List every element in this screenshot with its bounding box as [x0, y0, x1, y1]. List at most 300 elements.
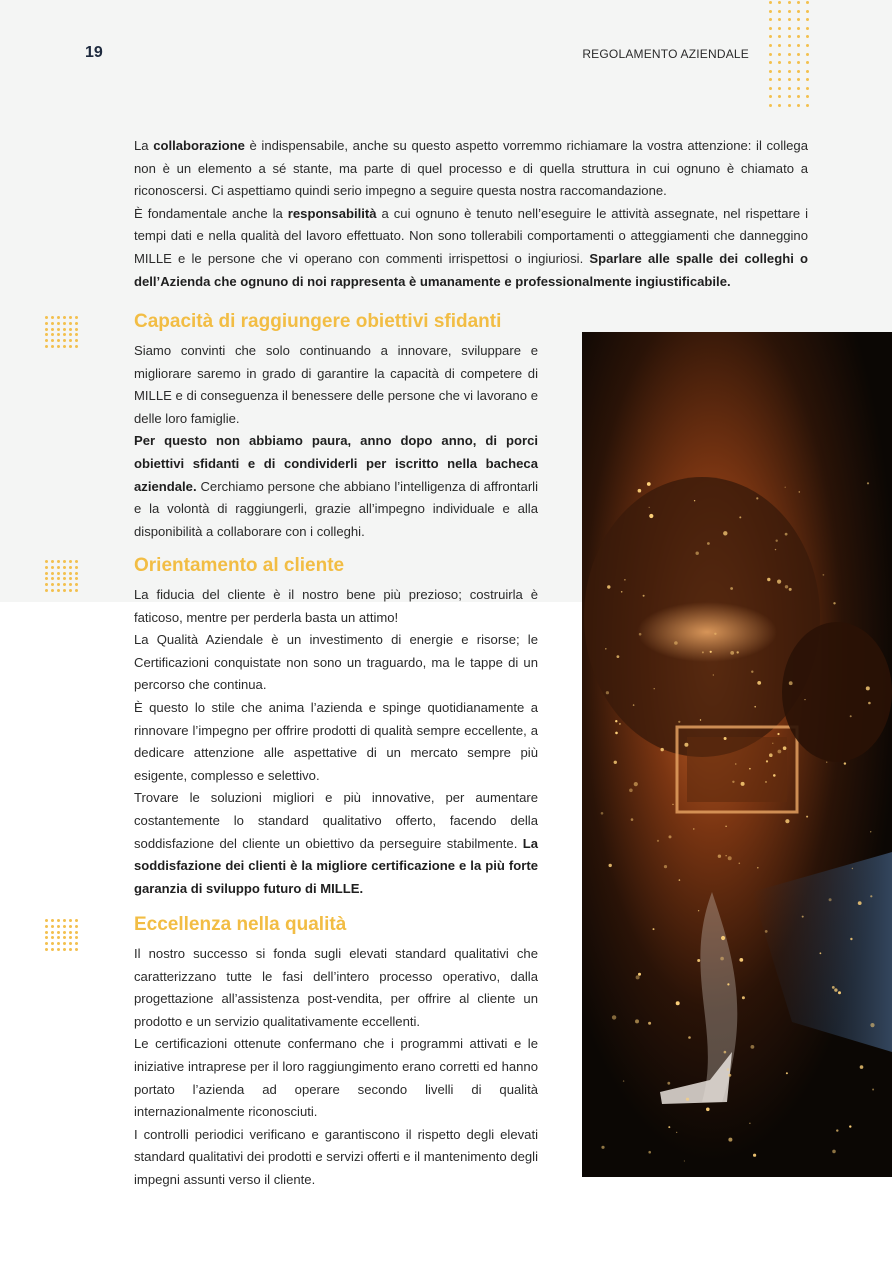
spark — [724, 737, 727, 740]
spark — [720, 957, 724, 961]
dot — [69, 589, 72, 592]
spark — [696, 552, 699, 555]
dot — [63, 339, 66, 342]
spark — [698, 910, 699, 911]
spark — [789, 681, 793, 685]
spark — [773, 774, 776, 777]
dot — [51, 566, 54, 569]
dot — [797, 1, 800, 4]
welder-glove — [782, 622, 892, 762]
spark — [657, 840, 659, 842]
dot — [51, 919, 54, 922]
spark — [672, 804, 673, 805]
spark — [679, 879, 681, 881]
section-paragraph: Le certificazioni ottenute confermano che i programmi attivati e le iniziative intraprese per il loro raggiungimento erano corretti ed hanno portato l’azienda ad operare secondo livelli di qualità internazionalmente riconosciuti. — [134, 1036, 538, 1120]
dot — [45, 919, 48, 922]
spark — [789, 588, 792, 591]
dot — [75, 333, 78, 336]
spark — [601, 1146, 604, 1149]
dot — [45, 322, 48, 325]
dot — [806, 44, 809, 47]
dot — [797, 61, 800, 64]
dot — [63, 572, 66, 575]
dot — [51, 339, 54, 342]
dot — [769, 53, 772, 56]
spark — [643, 595, 645, 597]
dot — [63, 589, 66, 592]
spark — [751, 1045, 755, 1049]
dot — [45, 577, 48, 580]
section-dot-pattern-3 — [45, 919, 78, 951]
dot — [806, 1, 809, 4]
spark — [765, 930, 768, 933]
spark — [702, 651, 704, 653]
dot — [788, 87, 791, 90]
spark — [629, 789, 633, 793]
spark — [638, 973, 641, 976]
spark — [858, 901, 862, 905]
dot — [778, 27, 781, 30]
dot — [63, 322, 66, 325]
spark — [820, 952, 822, 954]
spark — [649, 514, 653, 518]
spark — [730, 587, 733, 590]
section-quality — [134, 913, 538, 1192]
spark — [619, 723, 621, 725]
dot — [63, 560, 66, 563]
spark — [757, 867, 759, 869]
dot — [788, 70, 791, 73]
dot — [63, 328, 66, 331]
spark — [684, 1160, 685, 1161]
spark — [724, 1051, 727, 1054]
dot — [57, 577, 60, 580]
spark — [615, 732, 618, 735]
dot — [69, 566, 72, 569]
dot — [75, 583, 78, 586]
dot — [75, 328, 78, 331]
dot — [45, 333, 48, 336]
spark — [832, 986, 835, 989]
dot — [69, 577, 72, 580]
dot — [69, 942, 72, 945]
dot — [806, 18, 809, 21]
spark — [721, 936, 725, 940]
intro-paragraph-1: La collaborazione è indispensabile, anche su questo aspetto vorremmo richiamare la vostra attenzione: il collega non è un elemento a sé stante, ma parte di quel processo e di quella struttura in cui ognuno è chiamato a riconoscersi. Ci aspettiamo quindi serio impegno a seguire questa nostra raccomandazione. — [134, 138, 808, 199]
dot — [75, 919, 78, 922]
dot — [63, 931, 66, 934]
spark — [664, 865, 667, 868]
dot — [806, 87, 809, 90]
dot — [57, 925, 60, 928]
dot — [57, 572, 60, 575]
section-paragraph: Per questo non abbiamo paura, anno dopo anno, di porci obiettivi sfidanti e di condividerli per iscritto nella bacheca aziendale. Cerchiamo persone che abbiano l’intelligenza di affrontarli e la volontà di raggiungerli, grazie all’impegno individuale e alla disponibilità a collaborare con i colleghi. — [134, 433, 538, 539]
dot — [788, 78, 791, 81]
spark — [751, 671, 753, 673]
dot — [778, 104, 781, 107]
spark — [767, 578, 770, 581]
dot — [45, 339, 48, 342]
intro-paragraph-2: È fondamentale anche la responsabilità a cui ognuno è tenuto nell’eseguire le attività assegnate, nel rispettare i tempi dati e nella qualità del lavoro effettuato. Non sono tollerabili comportamenti o atteggiamenti che danneggino MILLE e le persone che vi operano con commenti irrispettosi o ingiuriosi. Sparlare alle spalle dei colleghi o dell’Azienda che ognuno di noi rappresenta è umanamente e professionalmente ingiustificabile. — [134, 205, 809, 289]
dot — [57, 919, 60, 922]
dot — [45, 942, 48, 945]
dot — [797, 35, 800, 38]
dot — [778, 70, 781, 73]
dot — [769, 95, 772, 98]
dot — [778, 78, 781, 81]
dot — [788, 10, 791, 13]
dot — [75, 572, 78, 575]
header-dot-pattern — [769, 1, 809, 107]
dot — [797, 95, 800, 98]
dot — [57, 942, 60, 945]
spark — [617, 655, 620, 658]
spark — [860, 1065, 864, 1069]
dot — [69, 925, 72, 928]
dot — [57, 931, 60, 934]
spark — [710, 651, 712, 653]
dot — [769, 78, 772, 81]
spark — [836, 1129, 838, 1131]
dot — [769, 1, 772, 4]
dot — [69, 328, 72, 331]
dot — [63, 333, 66, 336]
dot — [788, 53, 791, 56]
spark — [612, 1015, 616, 1019]
dot — [45, 572, 48, 575]
spark — [668, 1126, 670, 1128]
spark — [776, 540, 778, 542]
spark — [756, 497, 758, 499]
spark — [833, 602, 835, 604]
dot — [778, 95, 781, 98]
dot — [63, 577, 66, 580]
spark — [614, 761, 617, 764]
dot — [778, 1, 781, 4]
dot — [797, 10, 800, 13]
spark — [605, 648, 607, 650]
dot — [51, 316, 54, 319]
spark — [870, 831, 871, 832]
dot — [75, 589, 78, 592]
spark — [832, 1150, 836, 1154]
dot — [769, 104, 772, 107]
spark — [806, 816, 808, 818]
spark — [607, 585, 610, 588]
spark — [769, 753, 773, 757]
spark — [757, 681, 761, 685]
dot — [797, 44, 800, 47]
spark — [676, 1132, 677, 1133]
spark — [649, 507, 650, 508]
dot — [769, 44, 772, 47]
dot — [63, 316, 66, 319]
spark — [732, 781, 734, 783]
dot — [45, 583, 48, 586]
spark — [765, 781, 766, 782]
spark — [624, 579, 626, 581]
dot — [57, 316, 60, 319]
dot — [69, 583, 72, 586]
spark — [621, 591, 623, 593]
dot — [45, 560, 48, 563]
spark — [785, 819, 789, 823]
section-paragraph: I controlli periodici verificano e garantiscono il rispetto degli elevati standard qualitativi dei prodotti e servizi offerti e il mantenimento degli impegni assunti verso il cliente. — [134, 1126, 538, 1187]
dot — [797, 87, 800, 90]
dot — [45, 316, 48, 319]
dot — [63, 345, 66, 348]
spark — [606, 691, 609, 694]
dot — [51, 583, 54, 586]
dot — [57, 339, 60, 342]
dot — [778, 53, 781, 56]
helmet-glow — [637, 602, 777, 662]
spark — [870, 895, 872, 897]
section-dot-pattern-1 — [45, 316, 78, 348]
spark — [678, 721, 680, 723]
dot — [51, 931, 54, 934]
section-title: Capacità di raggiungere obiettivi sfidanti — [134, 311, 502, 332]
dot — [45, 566, 48, 569]
spark — [647, 482, 651, 486]
dot — [769, 18, 772, 21]
spark — [631, 818, 634, 821]
spark — [714, 633, 716, 635]
section-paragraph: È questo lo stile che anima l’azienda e spinge quotidianamente a rinnovare l’impegno per offrire prodotti di qualità sempre eccellente, a dedicare attenzione alle aspettative di un mercato sempre più esigente, complesso e selettivo. — [134, 699, 538, 783]
spark — [728, 856, 732, 860]
dot — [69, 948, 72, 951]
spark — [667, 1082, 670, 1085]
spark — [638, 489, 642, 493]
spark — [725, 826, 726, 827]
dot — [75, 560, 78, 563]
spark — [785, 533, 788, 536]
section-title: Orientamento al cliente — [134, 555, 345, 576]
dot — [69, 345, 72, 348]
running-title: REGOLAMENTO AZIENDALE — [582, 47, 749, 61]
dot — [797, 27, 800, 30]
dot — [45, 948, 48, 951]
dot — [57, 328, 60, 331]
dot — [51, 589, 54, 592]
dot — [69, 560, 72, 563]
dot — [69, 333, 72, 336]
spark — [676, 1001, 680, 1005]
dot — [778, 44, 781, 47]
section-dot-pattern-2 — [45, 560, 78, 592]
spark — [786, 1072, 788, 1074]
spark — [804, 699, 805, 700]
dot — [51, 322, 54, 325]
page-number: 19 — [85, 44, 103, 61]
spark — [778, 750, 782, 754]
spark — [838, 991, 841, 994]
spark — [742, 996, 745, 999]
dot — [63, 948, 66, 951]
dot — [806, 78, 809, 81]
spark — [674, 641, 678, 645]
dot — [806, 95, 809, 98]
dot — [788, 61, 791, 64]
spark — [849, 1125, 851, 1127]
spark — [697, 959, 700, 962]
spark — [688, 1036, 691, 1039]
dot — [45, 345, 48, 348]
dot — [45, 589, 48, 592]
dot — [63, 919, 66, 922]
section-paragraph: La Qualità Aziendale è un investimento di energie e risorse; le Certificazioni conquistate non sono un traguardo, ma le tappe di un percorso che continua. — [134, 632, 538, 693]
welder-photo — [582, 332, 892, 1177]
spark — [634, 782, 638, 786]
spark — [633, 704, 635, 706]
dot — [75, 936, 78, 939]
dot — [75, 925, 78, 928]
spark — [799, 491, 801, 493]
dot — [57, 948, 60, 951]
dot — [769, 10, 772, 13]
section-paragraph: La fiducia del cliente è il nostro bene più prezioso; costruirla è faticoso, mentre per perderla basta un attimo! — [134, 587, 538, 625]
section-paragraph: Trovare le soluzioni migliori e più innovative, per aumentare costantemente lo standard qualitativo offerto, facendo della soddisfazione del cliente un obiettivo da perseguire stabilmente. La soddisfazione dei clienti è la migliore certificazione e la più forte garanzia di sviluppo futuro di MILLE. — [134, 790, 538, 896]
spark — [661, 748, 664, 751]
dot — [806, 70, 809, 73]
spark — [777, 580, 781, 584]
spark — [749, 1123, 750, 1124]
dot — [797, 78, 800, 81]
dot — [769, 35, 772, 38]
spark — [872, 1089, 874, 1091]
dot — [769, 61, 772, 64]
dot — [75, 316, 78, 319]
spark — [727, 983, 729, 985]
spark — [844, 762, 846, 764]
spark — [684, 743, 688, 747]
spark — [728, 1074, 731, 1077]
spark — [834, 988, 837, 991]
dot — [57, 333, 60, 336]
dot — [75, 345, 78, 348]
section-title: Eccellenza nella qualità — [134, 914, 347, 935]
dot — [51, 936, 54, 939]
spark — [707, 542, 710, 545]
dot — [788, 44, 791, 47]
section-paragraph: Siamo convinti che solo continuando a innovare, sviluppare e migliorare saremo in grado di garantire la capacità di competere di MILLE e di conseguenza il benessere delle persone che vi lavorano e delle loro famiglie. — [134, 343, 538, 426]
dot — [69, 339, 72, 342]
spark — [653, 928, 655, 930]
dot — [778, 10, 781, 13]
dot — [69, 936, 72, 939]
spark — [866, 686, 870, 690]
section-paragraph: Il nostro successo si fonda sugli elevati standard qualitativi che caratterizzano tutte le fasi dell’intero processo operativo, dalla progettazione all’assistenza post-vendita, per offrire al cliente un prodotto e un servizio qualitativamente eccellenti. — [134, 946, 538, 1029]
spark — [726, 855, 727, 856]
dot — [57, 583, 60, 586]
dot — [778, 61, 781, 64]
dot — [51, 333, 54, 336]
dot — [788, 95, 791, 98]
spark — [739, 863, 741, 865]
dot — [806, 35, 809, 38]
dot — [75, 339, 78, 342]
dot — [788, 1, 791, 4]
dot — [51, 942, 54, 945]
spark — [829, 898, 832, 901]
dot — [75, 577, 78, 580]
dot — [75, 942, 78, 945]
dot — [51, 577, 54, 580]
spark — [775, 549, 776, 550]
spark — [777, 733, 779, 735]
dot — [806, 27, 809, 30]
spark — [737, 651, 739, 653]
dot — [45, 931, 48, 934]
dot — [57, 560, 60, 563]
spark — [723, 531, 727, 535]
dot — [778, 35, 781, 38]
spark — [713, 674, 714, 675]
spark — [785, 487, 786, 488]
dot — [769, 70, 772, 73]
dot — [797, 18, 800, 21]
spark — [826, 762, 827, 763]
spark — [850, 938, 852, 940]
spark — [686, 1098, 689, 1101]
dot — [57, 566, 60, 569]
spark — [648, 1022, 651, 1025]
spark — [693, 828, 694, 829]
spark — [615, 720, 617, 722]
spark — [648, 1151, 651, 1154]
dot — [806, 61, 809, 64]
spark — [706, 1108, 710, 1112]
spark — [739, 958, 743, 962]
spark — [728, 1138, 732, 1142]
dot — [806, 104, 809, 107]
dot — [75, 322, 78, 325]
spark — [754, 706, 756, 708]
dot — [797, 53, 800, 56]
dot — [75, 931, 78, 934]
dot — [69, 322, 72, 325]
spark — [623, 1080, 624, 1081]
spark — [772, 743, 773, 744]
dot — [69, 931, 72, 934]
dot — [45, 936, 48, 939]
spark — [823, 574, 825, 576]
spark — [635, 1019, 639, 1023]
section-objectives — [134, 310, 538, 543]
dot — [769, 87, 772, 90]
spark — [783, 746, 787, 750]
dot — [75, 948, 78, 951]
dot — [63, 566, 66, 569]
spark — [735, 763, 736, 764]
dot — [63, 925, 66, 928]
dot — [778, 87, 781, 90]
dot — [51, 925, 54, 928]
dot — [797, 104, 800, 107]
spark — [802, 916, 804, 918]
dot — [57, 322, 60, 325]
spark — [753, 1154, 756, 1157]
dot — [45, 328, 48, 331]
dot — [806, 10, 809, 13]
dot — [57, 936, 60, 939]
spark — [741, 782, 745, 786]
dot — [806, 53, 809, 56]
spark — [766, 760, 768, 762]
dot — [51, 345, 54, 348]
dot — [57, 589, 60, 592]
spark — [654, 688, 655, 689]
